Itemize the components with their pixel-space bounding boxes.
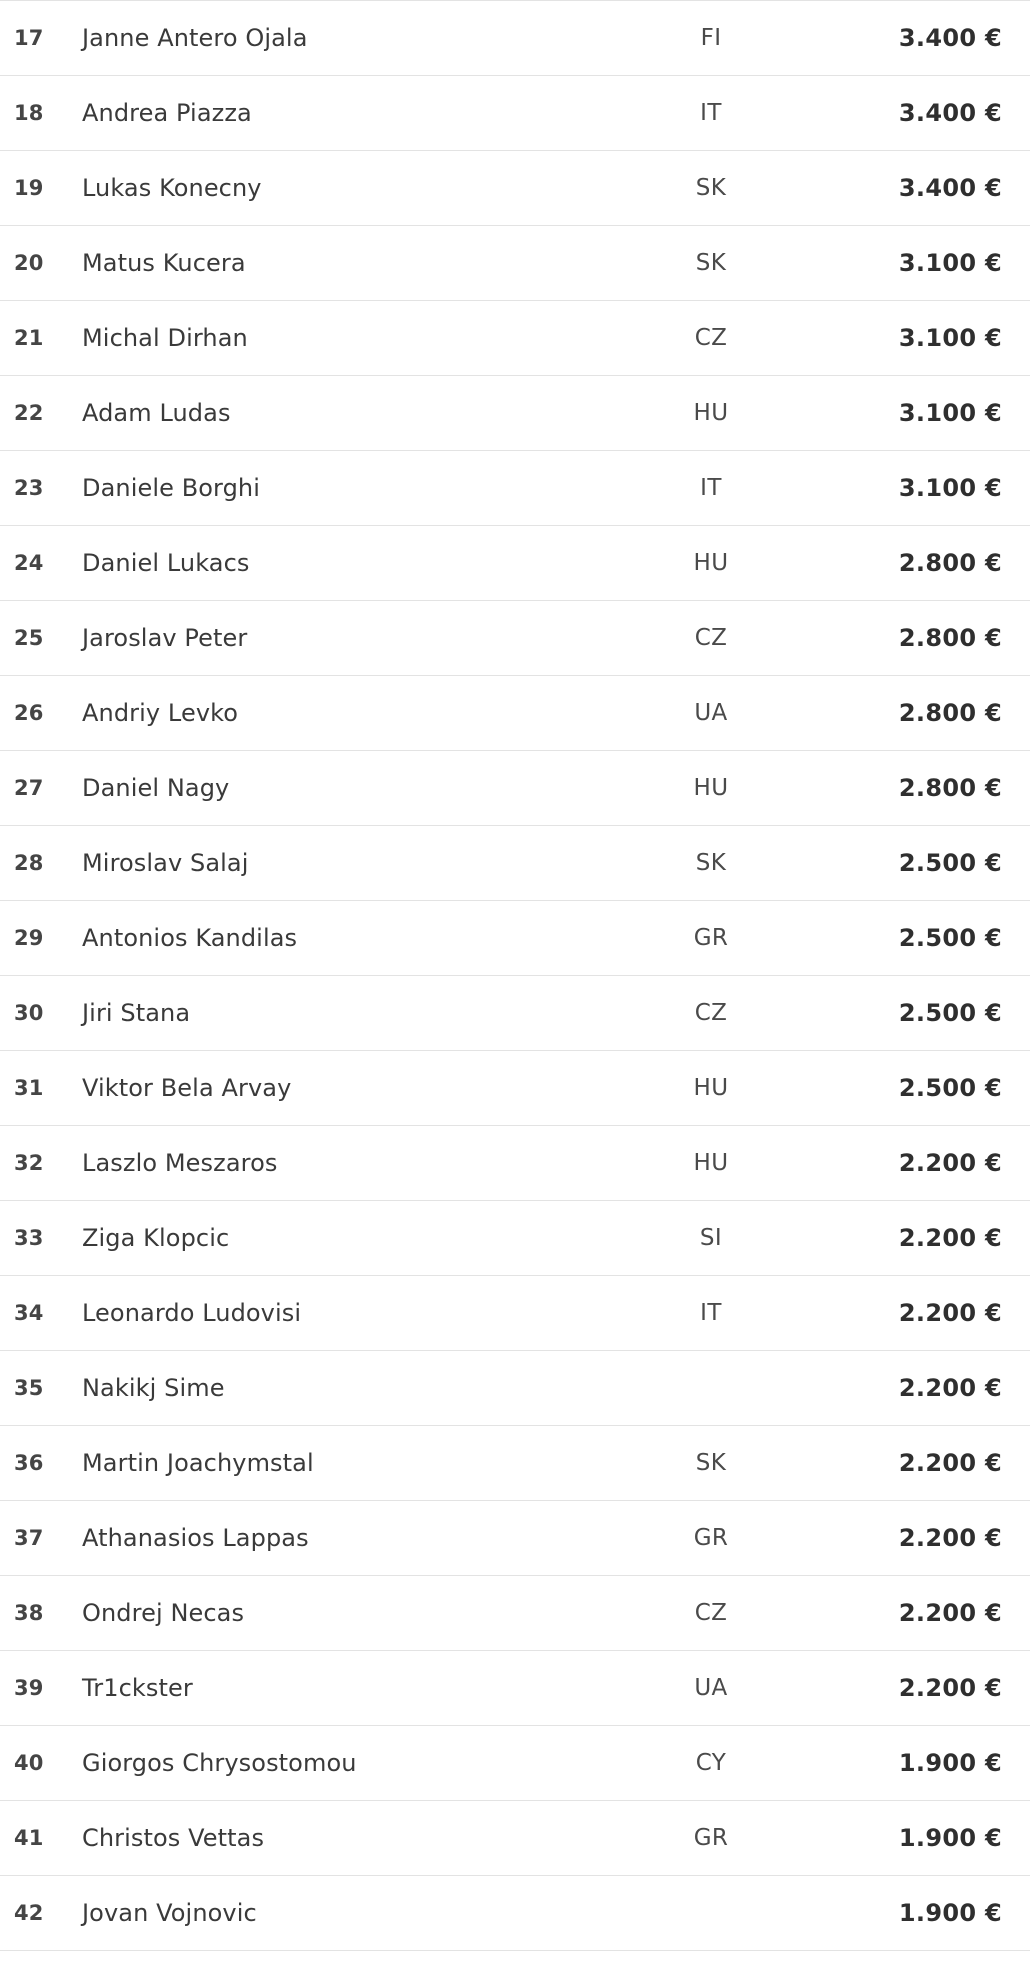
player-name-cell: Nakikj Sime [82, 1374, 225, 1402]
prize-cell: 2.800 € [898, 699, 1002, 727]
rank-cell: 22 [14, 401, 44, 425]
player-name-cell: Martin Joachymstal [82, 1449, 314, 1477]
table-row[interactable] [0, 1126, 1030, 1201]
rank-cell: 25 [14, 626, 44, 650]
player-name-cell: Matus Kucera [82, 249, 246, 277]
country-cell: SI [699, 1225, 723, 1251]
table-row[interactable] [0, 1051, 1030, 1126]
country-cell: HU [693, 550, 729, 576]
country-cell: CZ [694, 325, 728, 351]
table-row[interactable] [0, 151, 1030, 226]
table-row[interactable] [0, 1426, 1030, 1501]
prize-cell: 2.200 € [898, 1149, 1002, 1177]
table-row[interactable] [0, 676, 1030, 751]
table-row[interactable] [0, 1351, 1030, 1426]
payout-table-body [0, 1, 1030, 1951]
rank-cell: 19 [14, 176, 44, 200]
prize-cell: 1.900 € [898, 1749, 1002, 1777]
player-name-cell: Athanasios Lappas [82, 1524, 309, 1552]
rank-cell: 34 [14, 1301, 44, 1325]
country-cell: GR [693, 1525, 729, 1551]
prize-cell: 2.800 € [898, 624, 1002, 652]
prize-cell: 2.200 € [898, 1299, 1002, 1327]
rank-cell: 42 [14, 1901, 44, 1925]
table-row[interactable] [0, 901, 1030, 976]
prize-cell: 2.500 € [898, 924, 1002, 952]
rank-cell: 39 [14, 1676, 44, 1700]
prize-cell: 2.800 € [898, 774, 1002, 802]
country-cell: HU [693, 775, 729, 801]
player-name-cell: Michal Dirhan [82, 324, 248, 352]
prize-cell: 2.200 € [898, 1224, 1002, 1252]
prize-cell: 3.100 € [898, 249, 1002, 277]
rank-cell: 28 [14, 851, 44, 875]
table-row[interactable] [0, 1726, 1030, 1801]
table-row[interactable] [0, 1, 1030, 76]
rank-cell: 24 [14, 551, 44, 575]
player-name-cell: Antonios Kandilas [82, 924, 298, 952]
country-cell: CZ [694, 1000, 728, 1026]
rank-cell: 37 [14, 1526, 44, 1550]
country-cell: FI [700, 25, 722, 51]
rank-cell: 35 [14, 1376, 44, 1400]
table-row[interactable] [0, 1801, 1030, 1876]
table-row[interactable] [0, 1876, 1030, 1951]
table-row[interactable] [0, 1201, 1030, 1276]
rank-cell: 36 [14, 1451, 44, 1475]
prize-cell: 3.400 € [898, 99, 1002, 127]
player-name-cell: Laszlo Meszaros [82, 1149, 278, 1177]
table-row[interactable] [0, 1501, 1030, 1576]
country-cell: IT [700, 1300, 722, 1326]
player-name-cell: Lukas Konecny [82, 174, 262, 202]
rank-cell: 31 [14, 1076, 44, 1100]
table-row[interactable] [0, 526, 1030, 601]
table-row[interactable] [0, 826, 1030, 901]
country-cell: SK [695, 1450, 727, 1476]
table-row[interactable] [0, 451, 1030, 526]
rank-cell: 27 [14, 776, 44, 800]
rank-cell: 32 [14, 1151, 44, 1175]
country-cell: IT [700, 475, 722, 501]
country-cell: HU [693, 1075, 729, 1101]
country-cell: UA [694, 1675, 728, 1701]
prize-cell: 2.500 € [898, 849, 1002, 877]
player-name-cell: Jaroslav Peter [82, 624, 248, 652]
country-cell: SK [695, 850, 727, 876]
player-name-cell: Daniel Lukacs [82, 549, 250, 577]
rank-cell: 18 [14, 101, 44, 125]
player-name-cell: Viktor Bela Arvay [82, 1074, 292, 1102]
rank-cell: 29 [14, 926, 44, 950]
country-cell [636, 1876, 786, 1951]
rank-cell: 41 [14, 1826, 44, 1850]
rank-cell: 20 [14, 251, 44, 275]
player-name-cell: Tr1ckster [82, 1674, 193, 1702]
table-row[interactable] [0, 601, 1030, 676]
prize-cell: 2.200 € [898, 1374, 1002, 1402]
country-cell: GR [693, 1825, 729, 1851]
prize-cell: 2.200 € [898, 1599, 1002, 1627]
table-row[interactable] [0, 301, 1030, 376]
table-row[interactable] [0, 751, 1030, 826]
player-name-cell: Andriy Levko [82, 699, 239, 727]
country-cell: UA [694, 700, 728, 726]
rank-cell: 26 [14, 701, 44, 725]
table-row[interactable] [0, 1576, 1030, 1651]
rank-cell: 21 [14, 326, 44, 350]
prize-cell: 3.400 € [898, 174, 1002, 202]
prize-cell: 2.200 € [898, 1524, 1002, 1552]
prize-cell: 3.100 € [898, 399, 1002, 427]
country-cell: SK [695, 175, 727, 201]
table-row[interactable] [0, 1276, 1030, 1351]
prize-cell: 3.100 € [898, 324, 1002, 352]
table-row[interactable] [0, 226, 1030, 301]
country-cell: CZ [694, 1600, 728, 1626]
rank-cell: 33 [14, 1226, 44, 1250]
country-cell: HU [693, 1150, 729, 1176]
prize-cell: 3.100 € [898, 474, 1002, 502]
table-row[interactable] [0, 976, 1030, 1051]
player-name-cell: Daniel Nagy [82, 774, 230, 802]
player-name-cell: Andrea Piazza [82, 99, 252, 127]
player-name-cell: Janne Antero Ojala [82, 24, 308, 52]
country-cell [636, 1351, 786, 1426]
player-name-cell: Adam Ludas [82, 399, 231, 427]
player-name-cell: Giorgos Chrysostomou [82, 1749, 357, 1777]
prize-cell: 2.800 € [898, 549, 1002, 577]
player-name-cell: Miroslav Salaj [82, 849, 249, 877]
prize-cell: 1.900 € [898, 1899, 1002, 1927]
rank-cell: 40 [14, 1751, 44, 1775]
player-name-cell: Jovan Vojnovic [82, 1899, 257, 1927]
table-row[interactable] [0, 76, 1030, 151]
country-cell: SK [695, 250, 727, 276]
country-cell: IT [700, 100, 722, 126]
prize-cell: 1.900 € [898, 1824, 1002, 1852]
rank-cell: 30 [14, 1001, 44, 1025]
prize-cell: 2.500 € [898, 999, 1002, 1027]
table-row[interactable] [0, 1651, 1030, 1726]
table-row[interactable] [0, 376, 1030, 451]
country-cell: GR [693, 925, 729, 951]
country-cell: CZ [694, 625, 728, 651]
prize-cell: 3.400 € [898, 24, 1002, 52]
country-cell: HU [693, 400, 729, 426]
prize-cell: 2.200 € [898, 1674, 1002, 1702]
prize-cell: 2.500 € [898, 1074, 1002, 1102]
rank-cell: 17 [14, 26, 44, 50]
player-name-cell: Daniele Borghi [82, 474, 261, 502]
player-name-cell: Ziga Klopcic [82, 1224, 230, 1252]
player-name-cell: Ondrej Necas [82, 1599, 245, 1627]
rank-cell: 23 [14, 476, 44, 500]
rank-cell: 38 [14, 1601, 44, 1625]
country-cell: CY [695, 1750, 727, 1776]
player-name-cell: Leonardo Ludovisi [82, 1299, 302, 1327]
prize-cell: 2.200 € [898, 1449, 1002, 1477]
player-name-cell: Christos Vettas [82, 1824, 265, 1852]
player-name-cell: Jiri Stana [82, 999, 191, 1027]
